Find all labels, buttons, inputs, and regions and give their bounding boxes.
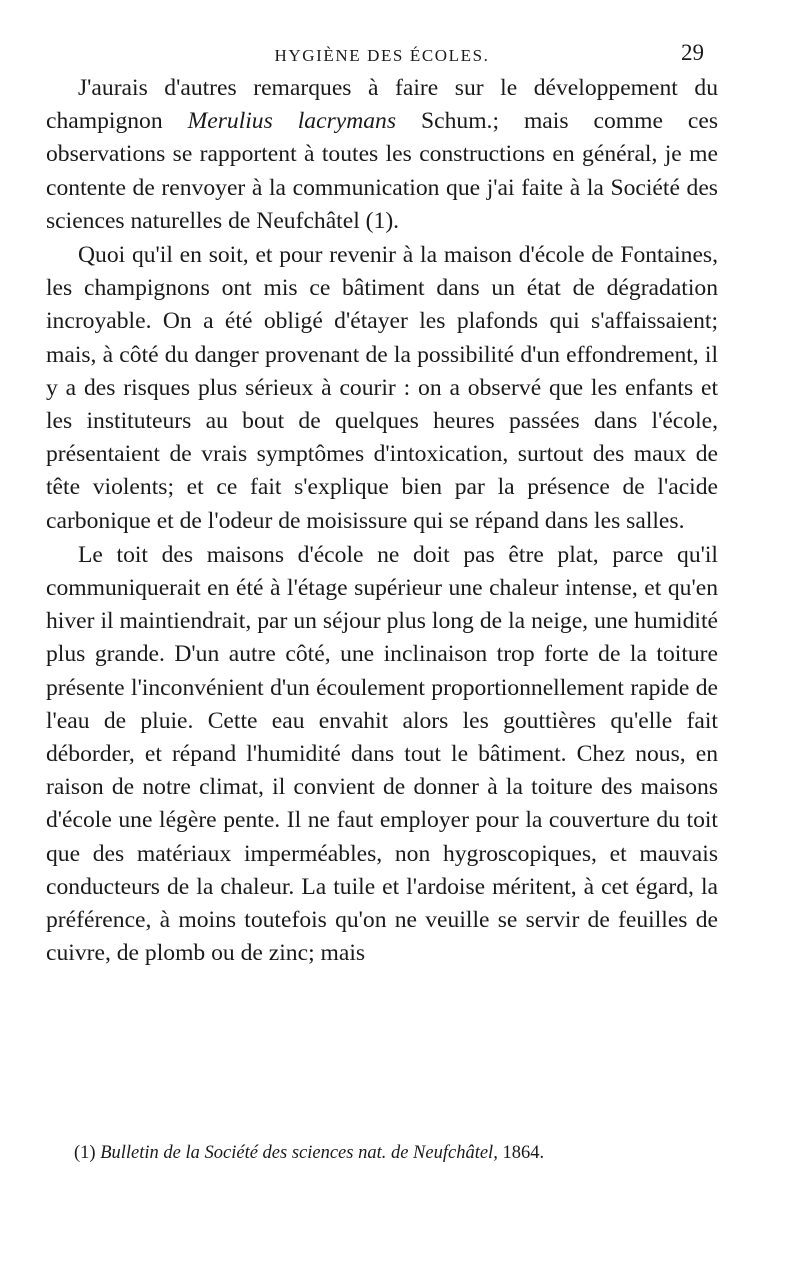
footnote-citation: Bulletin de la Société des sciences nat. de Neufchâtel, (100, 1143, 498, 1163)
footnote (74, 1143, 544, 1164)
species-name: Merulius lacrymans (187, 108, 397, 135)
footnote-marker: (1) (74, 1143, 96, 1163)
book-page (46, 38, 718, 970)
paragraph-1 (46, 72, 718, 238)
page-header (46, 38, 718, 72)
paragraph-1-start: J'aurais d'autres remarques à faire sur le développement du champignon (46, 75, 718, 135)
paragraph-1-end: Schum.; mais comme ces observations se rapportent à toutes les constructions en général, je me contente de renvoyer à la communication que j'ai faite à la Société des sciences naturelles de Neufchâtel (1). (46, 108, 719, 234)
running-title: HYGIÈNE DES ÉCOLES. (274, 46, 490, 65)
footnote-year: 1864. (502, 1143, 545, 1163)
page-number: 29 (681, 40, 704, 65)
paragraph-2: Quoi qu'il en soit, et pour revenir à la maison d'école de Fontaines, les champignons ont mis ce bâtiment dans un état de dégradation incroyable. On a été obligé d'étayer les plafonds qui s'affaissaient; mais, à côté du danger provenant de la possibilité d'un effondrement, il y a des risques plus sérieux à courir : on a observé que les enfants et les instituteurs au bout de quelques heures passées dans l'école, présentaient de vrais symptômes d'intoxication, surtout des maux de tête violents; et ce fait s'explique bien par la présence de l'acide carbonique et de l'odeur de moisissure qui se répand dans les salles. (46, 242, 718, 534)
paragraph-3: Le toit des maisons d'école ne doit pas être plat, parce qu'il communiquerait en été à l'étage supérieur une chaleur intense, et qu'en hiver il maintiendrait, par un séjour plus long de la neige, une humidité plus grande. D'un autre côté, une inclinaison trop forte de la toiture présente l'inconvénient d'un écoulement proportionnellement rapide de l'eau de pluie. Cette eau envahit alors les gouttières qu'elle fait déborder, et répand l'humidité dans tout le bâtiment. Chez nous, en raison de notre climat, il convient de donner à la toiture des maisons d'école une légère pente. Il ne faut employer pour la couverture du toit que des matériaux imperméables, non hygroscopiques, et mauvais conducteurs de la chaleur. La tuile et l'ardoise méritent, à cet égard, la préférence, à moins toutefois qu'on ne veuille se servir de feuilles de cuivre, de plomb ou de zinc; mais (46, 541, 718, 967)
body-text (46, 72, 718, 970)
